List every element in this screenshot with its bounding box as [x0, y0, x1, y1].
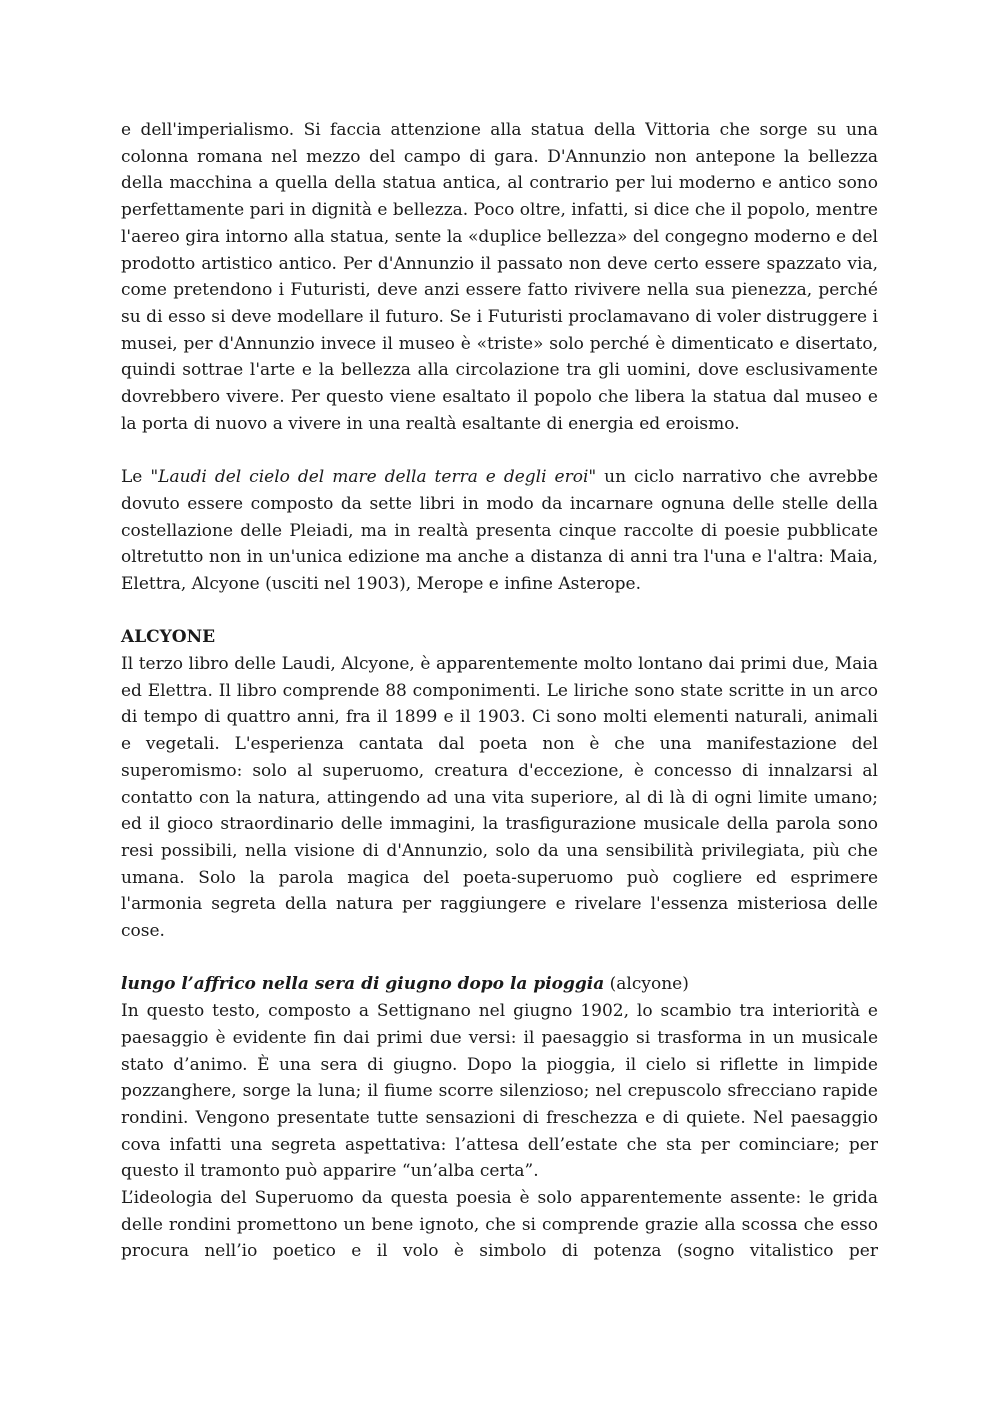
paragraph-ideologia: L’ideologia del Superuomo da questa poesia è solo apparentemente assente: le grida delle rondini promettono un bene ignoto, che si comprende grazie alla scossa che esso procura nell’io poetico e il volo è simbolo di potenza (sogno vitalistico per — [121, 1188, 878, 1262]
document-page — [121, 117, 878, 1265]
paragraph-alcyone: Il terzo libro delle Laudi, Alcyone, è apparentemente molto lontano dai primi due, Maia ed Elettra. Il libro comprende 88 componimenti. Le liriche sono state scritte in un arco di tempo di quattro anni, fra il 1899 e il 1903. Ci sono molti elementi naturali, animali e vegetali. L'esperienza cantata dal poeta non è che una manifestazione del superomismo: solo al superuomo, creatura d'eccezione, è concesso di innalzarsi al contatto con la natura, attingendo ad una vita superiore, al di là di ogni limite umano; ed il gioco straordinario delle immagini, la trasfigurazione musicale della parola sono resi possibili, nella visione di d'Annunzio, solo da una sensibilità privilegiata, più che umana. Solo la parola magica del poeta-superuomo può cogliere ed esprimere l'armonia segreta della natura per raggiungere e rivelare l'essenza misteriosa delle cose. — [121, 654, 878, 942]
paragraph-spacer — [121, 598, 878, 625]
laudi-prefix: Le " — [121, 467, 159, 488]
poem-subtitle — [121, 971, 878, 998]
poem-collection: (alcyone) — [604, 974, 689, 995]
poem-title: lungo l’affrico nella sera di giugno dopo la pioggia — [121, 974, 605, 995]
paragraph-imperialismo: e dell'imperialismo. Si faccia attenzione alla statua della Vittoria che sorge su una colonna romana nel mezzo del campo di gara. D'Annunzio non antepone la bellezza della macchina a quella della statua antica, al contrario per lui moderno e antico sono perfettamente pari in dignità e bellezza. Poco oltre, infatti, si dice che il popolo, mentre l'aereo gira intorno alla statua, sente la «duplice bellezza» del congegno moderno e del prodotto artistico antico. Per d'Annunzio il passato non deve certo essere spazzato via, come pretendono i Futuristi, deve anzi essere fatto rivivere nella sua pienezza, perché su di esso si deve modellare il futuro. Se i Futuristi proclamavano di voler distruggere i musei, per d'Annunzio invece il museo è «triste» solo perché è dimenticato e disertato, quindi sottrae l'arte e la bellezza alla circolazione tra gli uomini, dove esclusivamente dovrebbero vivere. Per questo viene esaltato il popolo che libera la statua dal museo e la porta di nuovo a vivere in una realtà esaltante di energia ed eroismo. — [121, 120, 878, 434]
paragraph-spacer — [121, 945, 878, 972]
paragraph-laudi — [121, 464, 878, 598]
paragraph-spacer — [121, 437, 878, 464]
laudi-rest: " un ciclo narrativo che avrebbe dovuto essere composto da sette libri in modo da incarnare ognuna delle stelle della costellazione delle Pleiadi, ma in realtà presenta cinque raccolte di poesie pubblicate oltretutto non in un'unica edizione ma anche a distanza di anni tra l'una e l'altra: Maia, Elettra, Alcyone (usciti nel 1903), Merope e infine Asterope. — [121, 467, 879, 594]
section-heading-alcyone: ALCYONE — [121, 627, 216, 648]
laudi-title: Laudi del cielo del mare della terra e degli eroi — [158, 467, 589, 488]
paragraph-settignano: In questo testo, composto a Settignano nel giugno 1902, lo scambio tra interiorità e paesaggio è evidente fin dai primi due versi: il paesaggio si trasforma in un musicale stato d’animo. È una sera di giugno. Dopo la pioggia, il cielo si riflette in limpide pozzanghere, sorge la luna; il fiume scorre silenzioso; nel crepuscolo sfrecciano rapide rondini. Vengono presentate tutte sensazioni di freschezza e di quiete. Nel paesaggio cova infatti una segreta aspettativa: l’attesa dell’estate che sta per cominciare; per questo il tramonto può apparire “un’alba certa”. — [121, 1001, 878, 1182]
